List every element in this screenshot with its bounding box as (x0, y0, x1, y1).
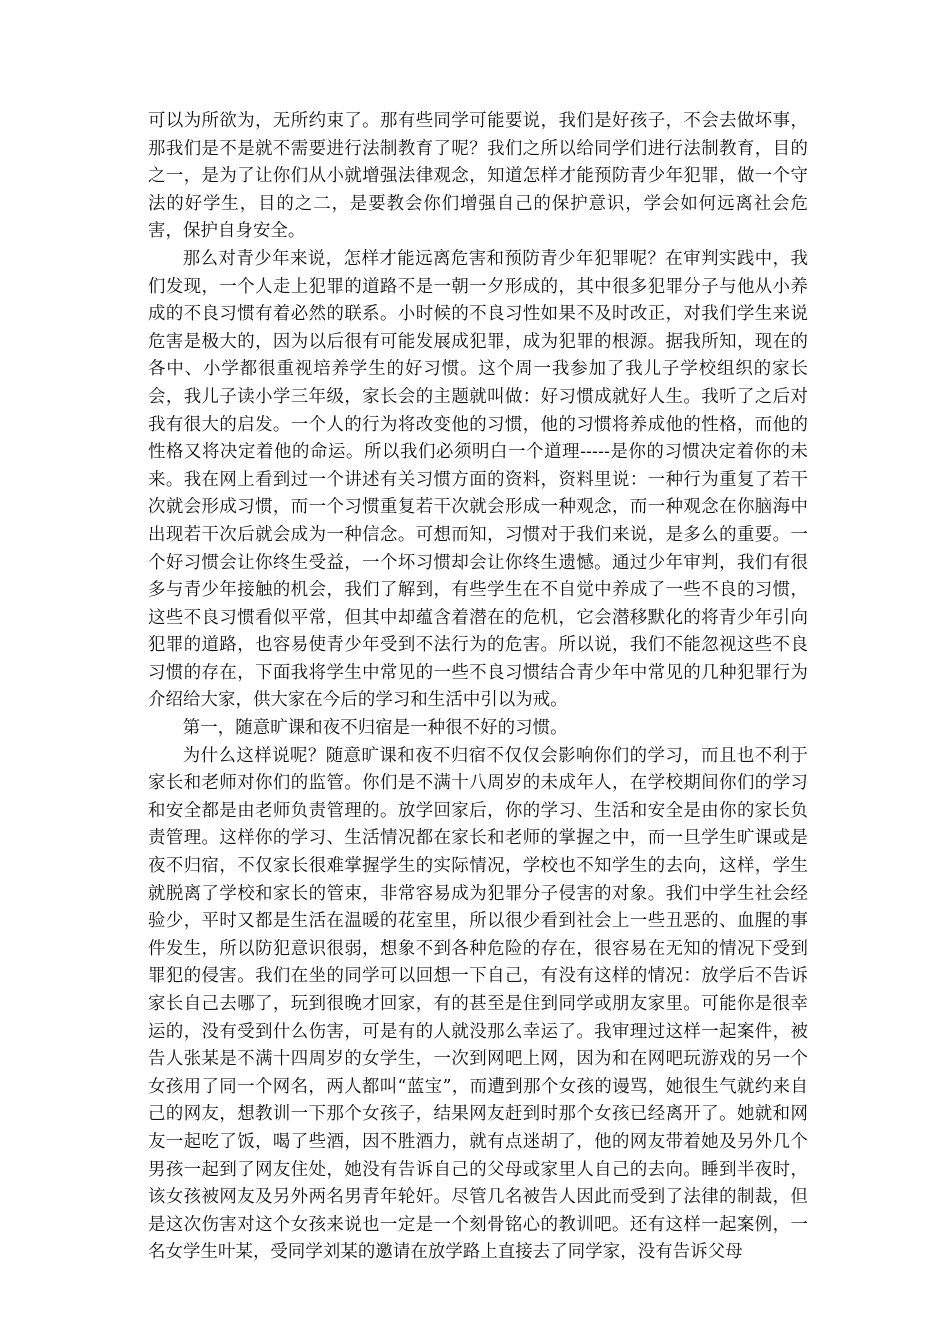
document-body (148, 108, 808, 1267)
paragraph-2: 那么对青少年来说，怎样才能远离危害和预防青少年犯罪呢？在审判实践中，我们发现，一个人走上犯罪的道路不是一朝一夕形成的，其中很多犯罪分子与他从小养成的不良习惯有着必然的联系。小时候的不良习性如果不及时改正，对我们学生来说危害是极大的，因为以后很有可能发展成犯罪，成为犯罪的根源。据我所知，现在的各中、小学都很重视培养学生的好习惯。这个周一我参加了我儿子学校组织的家长会，我儿子读小学三年级，家长会的主题就叫做：好习惯成就好人生。我听了之后对我有很大的启发。一个人的行为将改变他的习惯，他的习惯将养成他的性格，而他的性格又将决定着他的命运。所以我们必须明白一个道理-----是你的习惯决定着你的未来。我在网上看到过一个讲述有关习惯方面的资料，资料里说：一种行为重复了若干次就会形成习惯，而一个习惯重复若干次就会形成一种观念，而一种观念在你脑海中出现若干次后就会成为一种信念。可想而知，习惯对于我们来说，是多么的重要。一个好习惯会让你终生受益，一个坏习惯却会让你终生遗憾。通过少年审判，我们有很多与青少年接触的机会，我们了解到，有些学生在不自觉中养成了一些不良的习惯，这些不良习惯看似平常，但其中却蕴含着潜在的危机，它会潜移默化的将青少年引向犯罪的道路，也容易使青少年受到不法行为的危害。所以说，我们不能忽视这些不良习惯的存在，下面我将学生中常见的一些不良习惯结合青少年中常见的几种犯罪行为介绍给大家，供大家在今后的学习和生活中引以为戒。 (148, 248, 808, 711)
paragraph-3-heading: 第一，随意旷课和夜不归宿是一种很不好的习惯。 (182, 718, 568, 739)
paragraph-1: 可以为所欲为，无所约束了。那有些同学可能要说，我们是好孩子，不会去做坏事，那我们是不是就不需要进行法制教育了呢？我们之所以给同学们进行法制教育，目的之一，是为了让你们从小就增强法律观念，知道怎样才能预防青少年犯罪，做一个守法的好学生，目的之二，是要教会你们增强自己的保护意识，学会如何远离社会危害，保护自身安全。 (148, 111, 808, 242)
paragraph-4: 为什么这样说呢？随意旷课和夜不归宿不仅仅会影响你们的学习，而且也不利于家长和老师对你们的监管。你们是不满十八周岁的未成年人，在学校期间你们的学习和安全都是由老师负责管理的。放学回家后，你的学习、生活和安全是由你的家长负责管理。这样你的学习、生活情况都在家长和老师的掌握之中，而一旦学生旷课或是夜不归宿，不仅家长很难掌握学生的实际情况，学校也不知学生的去向，这样，学生就脱离了学校和家长的管束，非常容易成为犯罪分子侵害的对象。我们中学生社会经验少，平时又都是生活在温暖的花室里，所以很少看到社会上一些丑恶的、血腥的事件发生，所以防犯意识很弱，想象不到各种危险的存在，很容易在无知的情况下受到罪犯的侵害。我们在坐的同学可以回想一下自己，有没有这样的情况：放学后不告诉家长自己去哪了，玩到很晚才回家，有的甚至是住到同学或朋友家里。可能你是很幸运的，没有受到什么伤害，可是有的人就没那么幸运了。我审理过这样一起案件，被告人张某是不满十四周岁的女学生，一次到网吧上网，因为和在网吧玩游戏的另一个女孩用了同一个网名，两人都叫“蓝宝”，而遭到那个女孩的谩骂，她很生气就约来自己的网友，想教训一下那个女孩子，结果网友赶到时那个女孩已经离开了。她就和网友一起吃了饭，喝了些酒，因不胜酒力，就有点迷胡了，他的网友带着她及另外几个男孩一起到了网友住处，她没有告诉自己的父母或家里人自己的去向。睡到半夜时，该女孩被网友及另外两名男青年轮奸。尽管几名被告人因此而受到了法律的制裁，但是这次伤害对这个女孩来说也一定是一个刻骨铭心的教训吧。还有这样一起案例，一名女学生叶某，受同学刘某的邀请在放学路上直接去了同学家，没有告诉父母 (148, 745, 808, 1263)
